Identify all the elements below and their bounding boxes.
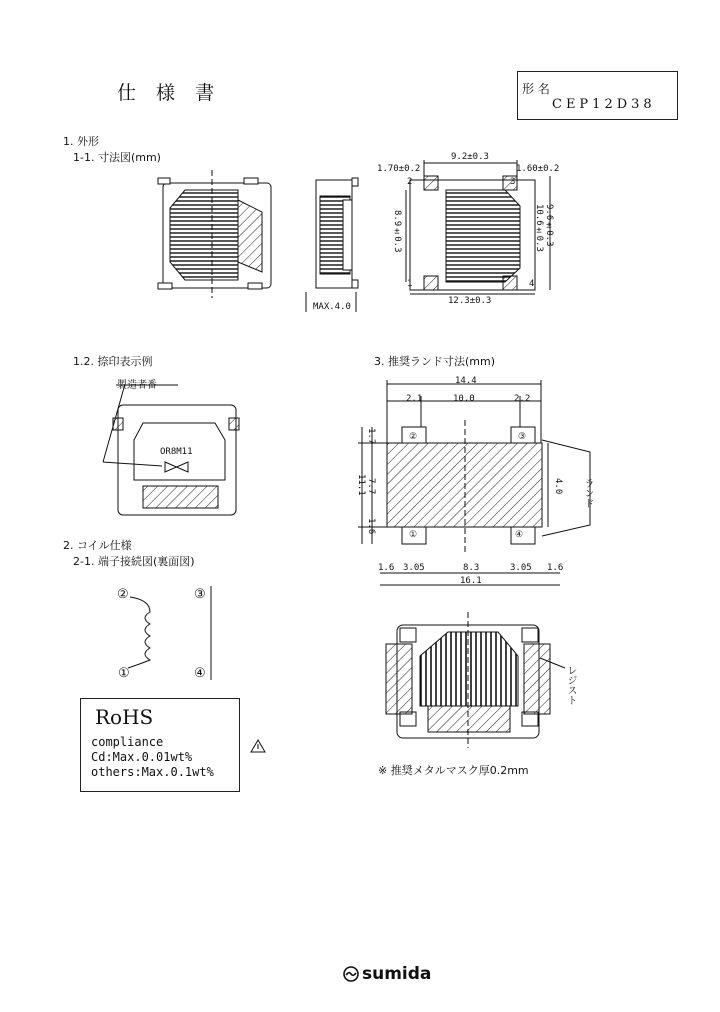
rohs-title: RoHS (95, 705, 154, 729)
land-pin-3: ③ (518, 432, 527, 442)
land-dim-bot-total: 16.1 (460, 576, 482, 586)
dim-height-right-a: 10.6±0.3 (534, 204, 544, 252)
brand-name: sumida (362, 964, 432, 984)
section12-heading: 1.2. 捺印表示例 (73, 355, 153, 368)
land-dim-bot-d: 3.05 (510, 563, 532, 573)
terminal-label-4: 4 (529, 279, 535, 289)
land-dim-bot-b: 3.05 (403, 563, 425, 573)
resist-label: レジスト (565, 665, 576, 705)
front-view-drawing (158, 170, 271, 298)
land-dim-right-mid: 4.0 (553, 478, 563, 495)
land-dim-left-bot: 1.6 (366, 518, 376, 535)
land-pin-2: ② (409, 432, 418, 442)
land-pattern-drawing (358, 380, 590, 585)
terminal-label-1: 2 (407, 177, 413, 187)
pin-3-label: ③ (194, 587, 206, 602)
section1-subheading: 1-1. 寸法図(mm) (73, 151, 161, 164)
section3-heading: 3. 推奨ランド寸法(mm) (374, 355, 496, 368)
dim-width-bottom: 12.3±0.3 (448, 296, 492, 306)
dim-left-pad: 1.70±0.2 (377, 164, 421, 174)
land-dim-left-top: 1.7 (366, 428, 376, 445)
pin-2-label: ② (117, 587, 129, 602)
resist-drawing (386, 612, 565, 748)
land-dim-bot-a: 1.6 (378, 563, 395, 573)
land-dim-bot-e: 1.6 (547, 563, 564, 573)
metal-mask-note: ※ 推奨メタルマスク厚0.2mm (378, 764, 529, 777)
land-dim-top-right: 2.2 (514, 394, 531, 404)
rohs-line-compliance: compliance (91, 735, 164, 749)
section1-heading: 1. 外形 (63, 135, 99, 148)
warning-icon (251, 740, 265, 752)
land-dim-top-total: 14.4 (455, 376, 477, 386)
terminal-label-3: 1 (407, 279, 413, 289)
section2-heading: 2. コイル仕様 (63, 539, 132, 552)
land-pin-4: ④ (515, 530, 524, 540)
land-dim-bot-c: 8.3 (463, 563, 480, 573)
pin-4-label: ④ (194, 666, 206, 681)
dim-height-left: 8.9±0.3 (392, 210, 402, 253)
land-dim-top-mid: 10.0 (453, 394, 475, 404)
pin-1-label: ① (118, 666, 130, 681)
dim-right-pad: 1.60±0.2 (516, 164, 560, 174)
dim-height-right-b: 9.6±0.3 (544, 204, 554, 247)
coil-connection-diagram (128, 586, 211, 680)
land-dim-left-total: 11.1 (356, 474, 366, 496)
side-view-drawing (306, 178, 358, 312)
part-label: 形 名 (522, 82, 550, 96)
land-side-label: ランド (582, 478, 593, 508)
dim-width-top: 9.2±0.3 (451, 152, 489, 162)
bottom-view-drawing (406, 160, 550, 294)
dim-depth: MAX.4.0 (313, 302, 351, 312)
land-dim-top-left: 2.1 (406, 394, 423, 404)
land-dim-left-mid: 7.7 (366, 478, 376, 495)
marking-drawing (103, 384, 239, 515)
marking-text: OR8M11 (160, 447, 193, 457)
rohs-line-cd: Cd:Max.0.01wt% (91, 750, 193, 764)
maker-label: 製造者番 (117, 380, 157, 391)
page-title: 仕 様 書 (117, 82, 222, 104)
section2-subheading: 2-1. 端子接続図(裏面図) (73, 555, 195, 568)
part-number: CEP12D38 (552, 97, 656, 112)
rohs-line-others: others:Max.0.1wt% (91, 765, 214, 779)
land-pin-1: ① (409, 530, 418, 540)
